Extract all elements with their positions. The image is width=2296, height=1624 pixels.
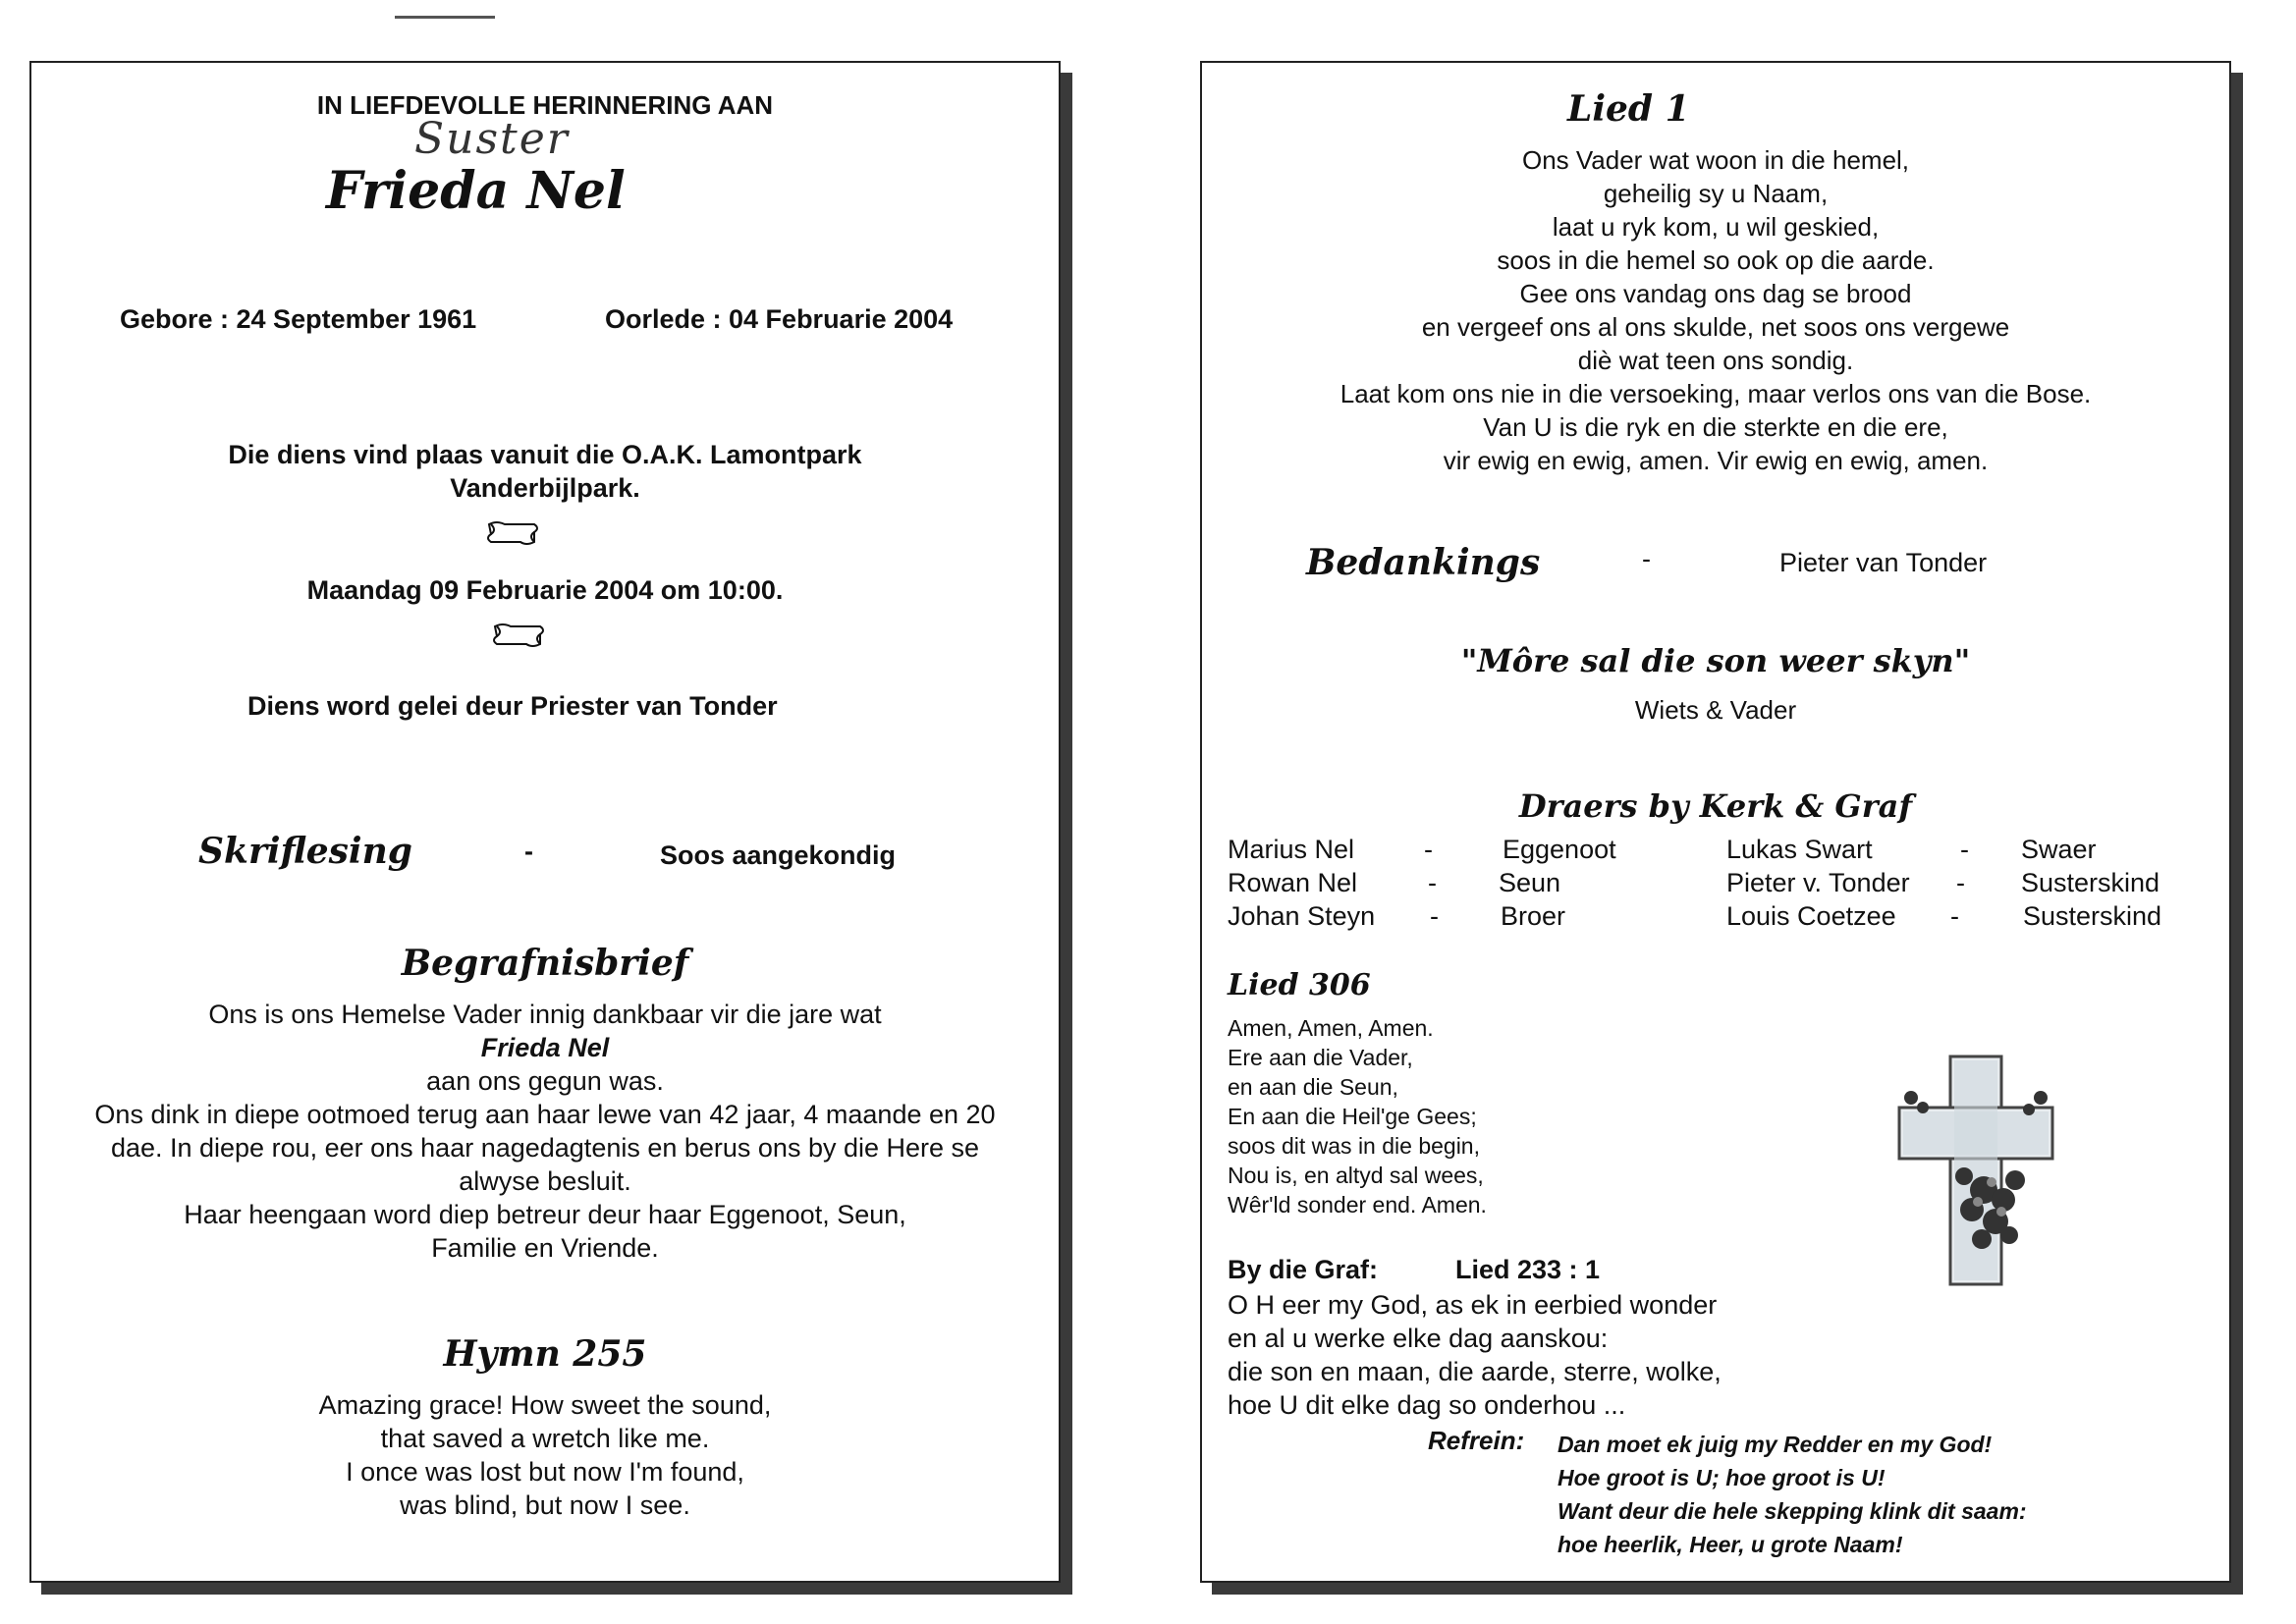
bearer-relation: Susterskind: [2021, 868, 2160, 897]
memorial-header: IN LIEFDEVOLLE HERINNERING AAN: [316, 90, 774, 120]
letter-line: Familie en Vriende.: [431, 1233, 659, 1263]
song2-performers: Wiets & Vader: [1634, 695, 1797, 725]
letter-line: Ons is ons Hemelse Vader innig dankbaar vir die jare wat: [208, 1000, 882, 1029]
bearers-title: Draers by Kerk & Graf: [1518, 787, 1913, 825]
bearer-name: Pieter v. Tonder: [1726, 868, 1910, 897]
service-town: Vanderbijlpark.: [450, 473, 640, 503]
letter-body: [31, 998, 1059, 1265]
song306-line: Nou is, en altyd sal wees,: [1228, 1163, 1484, 1188]
song1-line: soos in die hemel so ook op die aarde.: [1497, 245, 1935, 275]
hymn-line: Amazing grace! How sweet the sound,: [318, 1390, 772, 1420]
bearer-name: Johan Steyn: [1228, 901, 1376, 931]
reading-label: Skriflesing: [198, 831, 412, 872]
letter-line: dae. In diepe rou, eer ons haar nagedagtenis en berus ons by die Here se: [110, 1133, 980, 1163]
hymn-title: Hymn 255: [443, 1333, 647, 1375]
bearer-relation: Swaer: [2021, 835, 2097, 864]
refrain-label: Refrein:: [1428, 1426, 1525, 1455]
birth-date: Gebore : 24 September 1961: [120, 304, 477, 334]
song1-line: diè wat teen ons sondig.: [1577, 346, 1854, 375]
refrain-body: [1558, 1428, 2027, 1561]
thanks-value: Pieter van Tonder: [1779, 548, 1988, 577]
bearer-name: Marius Nel: [1228, 835, 1355, 864]
letter-line: alwyse besluit.: [459, 1166, 631, 1196]
song1-line: geheilig sy u Naam,: [1603, 179, 1829, 208]
bearer-name: Rowan Nel: [1228, 868, 1358, 897]
song1-line: vir ewig en ewig, amen. Vir ewig en ewig, amen.: [1443, 446, 1989, 475]
officiant: Diens word gelei deur Priester van Tonder: [247, 691, 778, 721]
bearer-dash: -: [1960, 835, 1969, 864]
bearer-dash: -: [1956, 868, 1965, 897]
bearer-dash: -: [1428, 868, 1437, 897]
grave-song: Lied 233 : 1: [1455, 1255, 1601, 1284]
song306-line: en aan die Seun,: [1228, 1074, 1398, 1100]
deceased-name: Frieda Nel: [326, 161, 626, 221]
bearer-dash: -: [1430, 901, 1439, 931]
reading-dash: -: [524, 837, 533, 866]
song306-line: Amen, Amen, Amen.: [1228, 1015, 1434, 1041]
reading-value: Soos aangekondig: [660, 840, 897, 870]
death-date: Oorlede : 04 Februarie 2004: [605, 304, 954, 334]
refrain-line: Dan moet ek juig my Redder en my God!: [1558, 1432, 1993, 1457]
grave-line: die son en maan, die aarde, sterre, wolke,: [1228, 1357, 1722, 1386]
service-date: Maandag 09 Februarie 2004 om 10:00.: [306, 575, 784, 605]
song1-line: Gee ons vandag ons dag se brood: [1519, 279, 1912, 308]
left-page: [29, 61, 1061, 1583]
refrain-line: Hoe groot is U; hoe groot is U!: [1558, 1465, 1886, 1490]
letter-title: Begrafnisbrief: [401, 943, 689, 984]
thanks-label: Bedankings: [1306, 542, 1541, 583]
letter-name: Frieda Nel: [480, 1033, 610, 1062]
song1-line: en vergeef ons al ons skulde, net soos ons vergewe: [1421, 312, 2010, 342]
song1-body: [1202, 143, 2229, 477]
bearer-name: Lukas Swart: [1726, 835, 1873, 864]
cross-with-flowers-icon: [1893, 1053, 2058, 1288]
song306-line: Wêr'ld sonder end. Amen.: [1228, 1192, 1487, 1218]
hymn-line: I once was lost but now I'm found,: [346, 1457, 744, 1487]
bearer-dash: -: [1950, 901, 1959, 931]
bearer-relation: Eggenoot: [1503, 835, 1616, 864]
grave-body: [1228, 1288, 1722, 1422]
hymn-body: [31, 1388, 1059, 1522]
song306-title: Lied 306: [1228, 968, 1371, 1002]
letter-line: Haar heengaan word diep betreur deur haar Eggenoot, Seun,: [184, 1200, 906, 1229]
bearer-relation: Broer: [1501, 901, 1566, 931]
bearer-name: Louis Coetzee: [1726, 901, 1896, 931]
hymn-line: that saved a wretch like me.: [380, 1424, 710, 1453]
refrain-line: hoe heerlik, Heer, u grote Naam!: [1558, 1532, 1903, 1557]
grave-line: en al u werke elke dag aanskou:: [1228, 1324, 1609, 1353]
bearer-dash: -: [1424, 835, 1433, 864]
bearer-relation: Seun: [1499, 868, 1561, 897]
song306-line: soos dit was in die begin,: [1228, 1133, 1480, 1159]
thanks-dash: -: [1642, 544, 1651, 573]
grave-line: hoe U dit elke dag so onderhou ...: [1228, 1390, 1626, 1420]
song1-line: Ons Vader wat woon in die hemel,: [1521, 145, 1910, 175]
right-page: [1200, 61, 2231, 1583]
letter-line: aan ons gegun was.: [426, 1066, 664, 1096]
grave-line: O H eer my God, as ek in eerbied wonder: [1228, 1290, 1718, 1320]
song1-line: Laat kom ons nie in die versoeking, maar verlos ons van die Bose.: [1339, 379, 2092, 408]
service-location: Die diens vind plaas vanuit die O.A.K. Lamontpark: [228, 440, 862, 469]
letter-line: Ons dink in diepe ootmoed terug aan haar lewe van 42 jaar, 4 maande en 20: [94, 1100, 996, 1129]
bearer-relation: Susterskind: [2023, 901, 2162, 931]
grave-label: By die Graf:: [1228, 1255, 1379, 1284]
scroll-ornament-icon: [483, 518, 542, 548]
song1-line: Van U is die ryk en die sterkte en die ere,: [1483, 412, 1948, 442]
refrain-line: Want deur die hele skepping klink dit saam:: [1558, 1498, 2027, 1524]
song2-title: "Môre sal die son weer skyn": [1460, 642, 1971, 679]
scroll-ornament-icon: [489, 621, 548, 650]
hymn-line: was blind, but now I see.: [400, 1490, 690, 1520]
handwritten-annotation: Suster: [414, 114, 570, 164]
song306-body: [1228, 1013, 1487, 1219]
staple-mark: [395, 16, 495, 19]
song1-line: laat u ryk kom, u wil geskied,: [1552, 212, 1880, 242]
song306-line: En aan die Heil'ge Gees;: [1228, 1104, 1477, 1129]
song1-title: Lied 1: [1567, 88, 1690, 130]
song306-line: Ere aan die Vader,: [1228, 1045, 1413, 1070]
